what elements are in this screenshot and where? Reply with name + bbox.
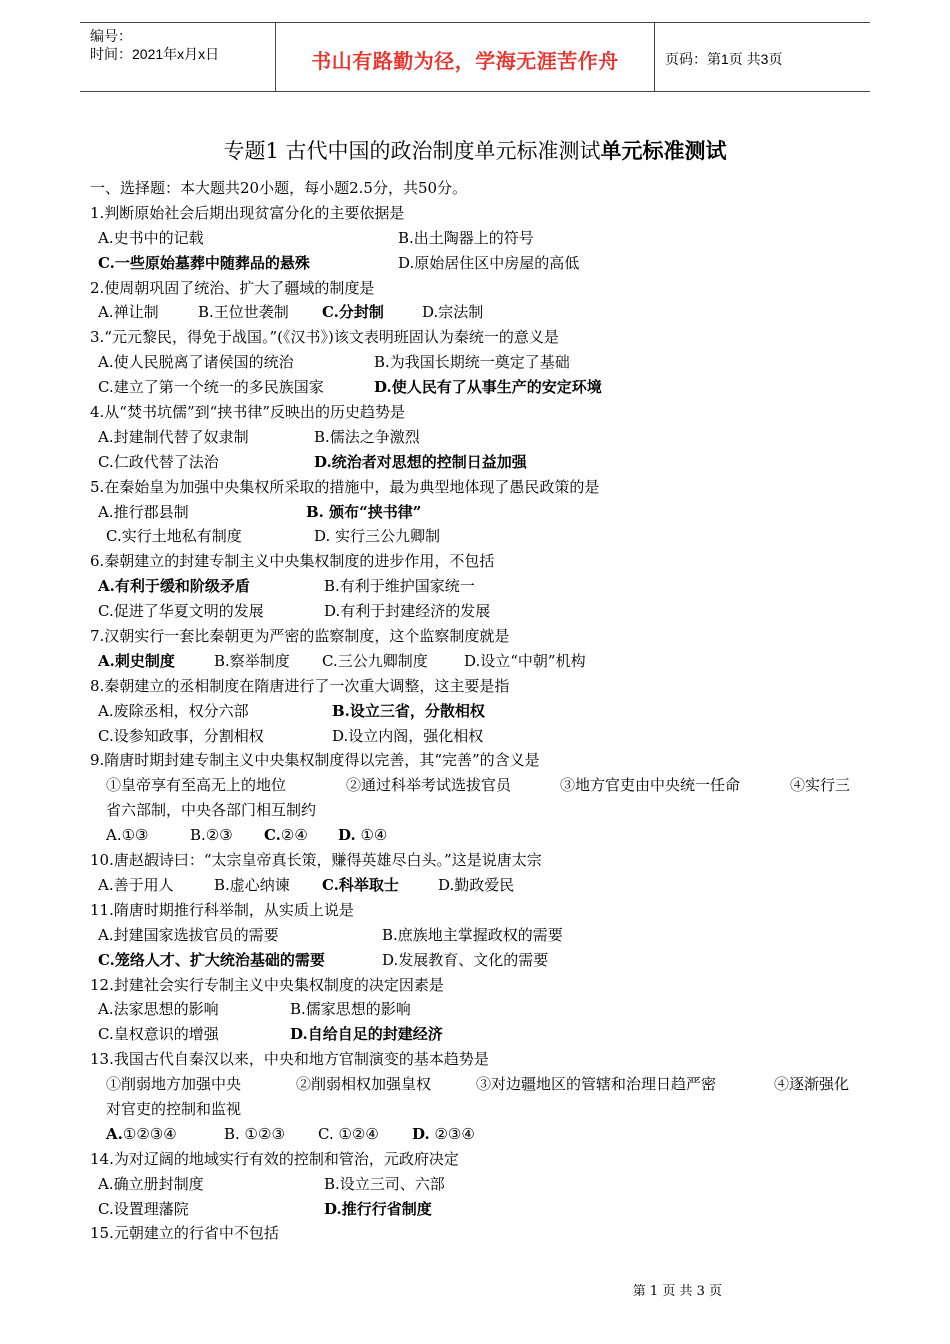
- option-row: [90, 823, 870, 848]
- option-row: [90, 574, 870, 599]
- option-row: [90, 375, 870, 400]
- question-stem: 12.封建社会实行专制主义中央集权制度的决定因素是: [90, 975, 444, 994]
- question-list: [90, 176, 870, 1246]
- option: D.勤政爱民: [438, 875, 515, 894]
- option: A.废除丞相，权分六部: [98, 701, 249, 720]
- option-row: [90, 923, 870, 948]
- option: D. ②③④: [412, 1124, 475, 1143]
- option: C.皇权意识的增强: [98, 1025, 219, 1044]
- answer-option: D.自给自足的封建经济: [290, 1025, 443, 1044]
- header-page-label: 页码：第1页 共3页: [665, 51, 783, 67]
- option: A.史书中的记载: [98, 228, 204, 247]
- option-row: [90, 450, 870, 475]
- option: A.善于用人: [98, 875, 174, 894]
- option: D.原始居住区中房屋的高低: [398, 253, 580, 272]
- answer-option: D.统治者对思想的控制日益加强: [314, 452, 527, 471]
- option: B.儒法之争激烈: [314, 427, 420, 446]
- option-row: [90, 649, 870, 674]
- option-row: [90, 251, 870, 276]
- option: ④实行三: [790, 776, 851, 795]
- option-row: [90, 1072, 870, 1097]
- document-number-label: 编号：: [90, 28, 132, 44]
- header-info-cell: [80, 23, 276, 91]
- document-time-label: 时间：2021年x月x日: [90, 46, 220, 62]
- option-row: [90, 948, 870, 973]
- question-stem: 对官吏的控制和监视: [106, 1099, 242, 1118]
- question-stem: 3.“元元黎民，得免于战国。”(《汉书》)该文表明班固认为秦统一的意义是: [90, 328, 559, 347]
- document-title: [0, 135, 950, 165]
- title-bold-suffix: 单元标准测试: [600, 138, 727, 163]
- question-stem: 2.使周朝巩固了统治、扩大了疆域的制度是: [90, 278, 375, 297]
- option: ①皇帝享有至高无上的地位: [106, 776, 287, 795]
- option: B.虚心纳谏: [214, 875, 290, 894]
- title-main: 专题1 古代中国的政治制度单元标准测试: [223, 139, 601, 163]
- answer-option: D.推行行省制度: [324, 1199, 432, 1218]
- option: B.王位世袭制: [198, 303, 289, 322]
- option-row: [90, 350, 870, 375]
- option: A.使人民脱离了诸侯国的统治: [98, 353, 294, 372]
- option: C.三公九卿制度: [322, 651, 428, 670]
- footer-page-number: 第 1 页 共 3 页: [632, 1284, 722, 1299]
- option-row: [90, 1172, 870, 1197]
- option: C. ①②④: [318, 1124, 379, 1143]
- option: C.促进了华夏文明的发展: [98, 602, 264, 621]
- header-motto-cell: [276, 23, 655, 91]
- question-stem: 4.从“焚书坑儒”到“挟书律”反映出的历史趋势是: [90, 403, 405, 422]
- question-stem: 1.判断原始社会后期出现贫富分化的主要依据是: [90, 203, 405, 222]
- page-header: [80, 22, 870, 92]
- answer-option: A.有利于缓和阶级矛盾: [98, 577, 250, 596]
- option-row: [90, 1022, 870, 1047]
- answer-option: C.分封制: [322, 303, 384, 322]
- answer-option: A.刺史制度: [98, 651, 175, 670]
- option: D. 实行三公九卿制: [314, 527, 441, 546]
- option-row: [90, 873, 870, 898]
- answer-option: C.科举取士: [322, 875, 399, 894]
- question-stem: 13.我国古代自秦汉以来，中央和地方官制演变的基本趋势是: [90, 1050, 489, 1069]
- option-row: [90, 524, 870, 549]
- answer-option: C.一些原始墓葬中随葬品的悬殊: [98, 253, 310, 272]
- answer-option: B.设立三省，分散相权: [332, 701, 485, 720]
- answer-option: C.笼络人才、扩大统治基础的需要: [98, 950, 325, 969]
- header-motto: 书山有路勤为径，学海无涯苦作舟: [311, 49, 619, 73]
- option: ③地方官吏由中央统一任命: [560, 776, 741, 795]
- option: A.封建国家选拔官员的需要: [98, 925, 279, 944]
- option: ②削弱相权加强皇权: [296, 1075, 432, 1094]
- option: A.法家思想的影响: [98, 1000, 219, 1019]
- option: B.出土陶器上的符号: [398, 228, 534, 247]
- option: D. ①④: [338, 826, 388, 845]
- option: C.设置理藩院: [98, 1199, 189, 1218]
- option-row: [90, 599, 870, 624]
- option-row: [90, 500, 870, 525]
- option: A.禅让制: [98, 303, 159, 322]
- question-stem: 7.汉朝实行一套比秦朝更为严密的监察制度，这个监察制度就是: [90, 627, 510, 646]
- question-stem: 6.秦朝建立的封建专制主义中央集权制度的进步作用，不包括: [90, 552, 495, 571]
- option-row: [90, 997, 870, 1022]
- option: ④逐渐强化: [774, 1075, 850, 1094]
- option: ③对边疆地区的管辖和治理日趋严密: [476, 1075, 717, 1094]
- option: D.设立“中朝”机构: [464, 651, 586, 670]
- question-stem: 15.元朝建立的行省中不包括: [90, 1224, 279, 1243]
- question-stem: 10.唐赵嘏诗曰：“太宗皇帝真长策，赚得英雄尽白头。”这是说唐太宗: [90, 851, 542, 870]
- option: B.有利于维护国家统一: [324, 577, 475, 596]
- answer-option: D.使人民有了从事生产的安定环境: [374, 378, 602, 397]
- option: ②通过科举考试选拔官员: [346, 776, 512, 795]
- option-row: [90, 773, 870, 798]
- option: C.仁政代替了法治: [98, 452, 219, 471]
- option: D.有利于封建经济的发展: [324, 602, 491, 621]
- option: B.②③: [190, 826, 233, 845]
- option: A.确立册封制度: [98, 1174, 204, 1193]
- option: C.设参知政事，分割相权: [98, 726, 264, 745]
- option: D.宗法制: [422, 303, 484, 322]
- option: B.儒家思想的影响: [290, 1000, 411, 1019]
- option: ①削弱地方加强中央: [106, 1075, 242, 1094]
- question-lines: [90, 201, 870, 1246]
- option: A.封建制代替了奴隶制: [98, 427, 249, 446]
- option: D.发展教育、文化的需要: [382, 950, 549, 969]
- question-stem: 14.为对辽阔的地域实行有效的控制和管治，元政府决定: [90, 1149, 459, 1168]
- option: B.设立三司、六部: [324, 1174, 445, 1193]
- option: C.建立了第一个统一的多民族国家: [98, 378, 324, 397]
- question-stem: 省六部制，中央各部门相互制约: [106, 801, 317, 820]
- option: B.察举制度: [214, 651, 290, 670]
- header-page-cell: [655, 23, 870, 91]
- option: A.①②③④: [106, 1124, 177, 1143]
- option-row: [90, 1122, 870, 1147]
- question-stem: 11.隋唐时期推行科举制，从实质上说是: [90, 900, 354, 919]
- option: C.实行土地私有制度: [106, 527, 242, 546]
- option-row: [90, 226, 870, 251]
- question-stem: 8.秦朝建立的丞相制度在隋唐进行了一次重大调整，这主要是指: [90, 676, 510, 695]
- option: B.为我国长期统一奠定了基础: [374, 353, 570, 372]
- option: A.①③: [106, 826, 149, 845]
- option: C.②④: [264, 826, 308, 845]
- option-row: [90, 300, 870, 325]
- option: B. ①②③: [224, 1124, 285, 1143]
- option-row: [90, 425, 870, 450]
- option-row: [90, 724, 870, 749]
- question-stem: 5.在秦始皇为加强中央集权所采取的措施中，最为典型地体现了愚民政策的是: [90, 477, 600, 496]
- option: A.推行郡县制: [98, 502, 189, 521]
- answer-option: B. 颁布“挟书律”: [306, 502, 422, 521]
- option-row: [90, 699, 870, 724]
- question-stem: 9.隋唐时期封建专制主义中央集权制度得以完善，其“完善”的含义是: [90, 751, 540, 770]
- section-intro: 一、选择题：本大题共20小题，每小题2.5分，共50分。: [90, 179, 468, 197]
- option: D.设立内阁，强化相权: [332, 726, 484, 745]
- option: B.庶族地主掌握政权的需要: [382, 925, 563, 944]
- option-row: [90, 1197, 870, 1222]
